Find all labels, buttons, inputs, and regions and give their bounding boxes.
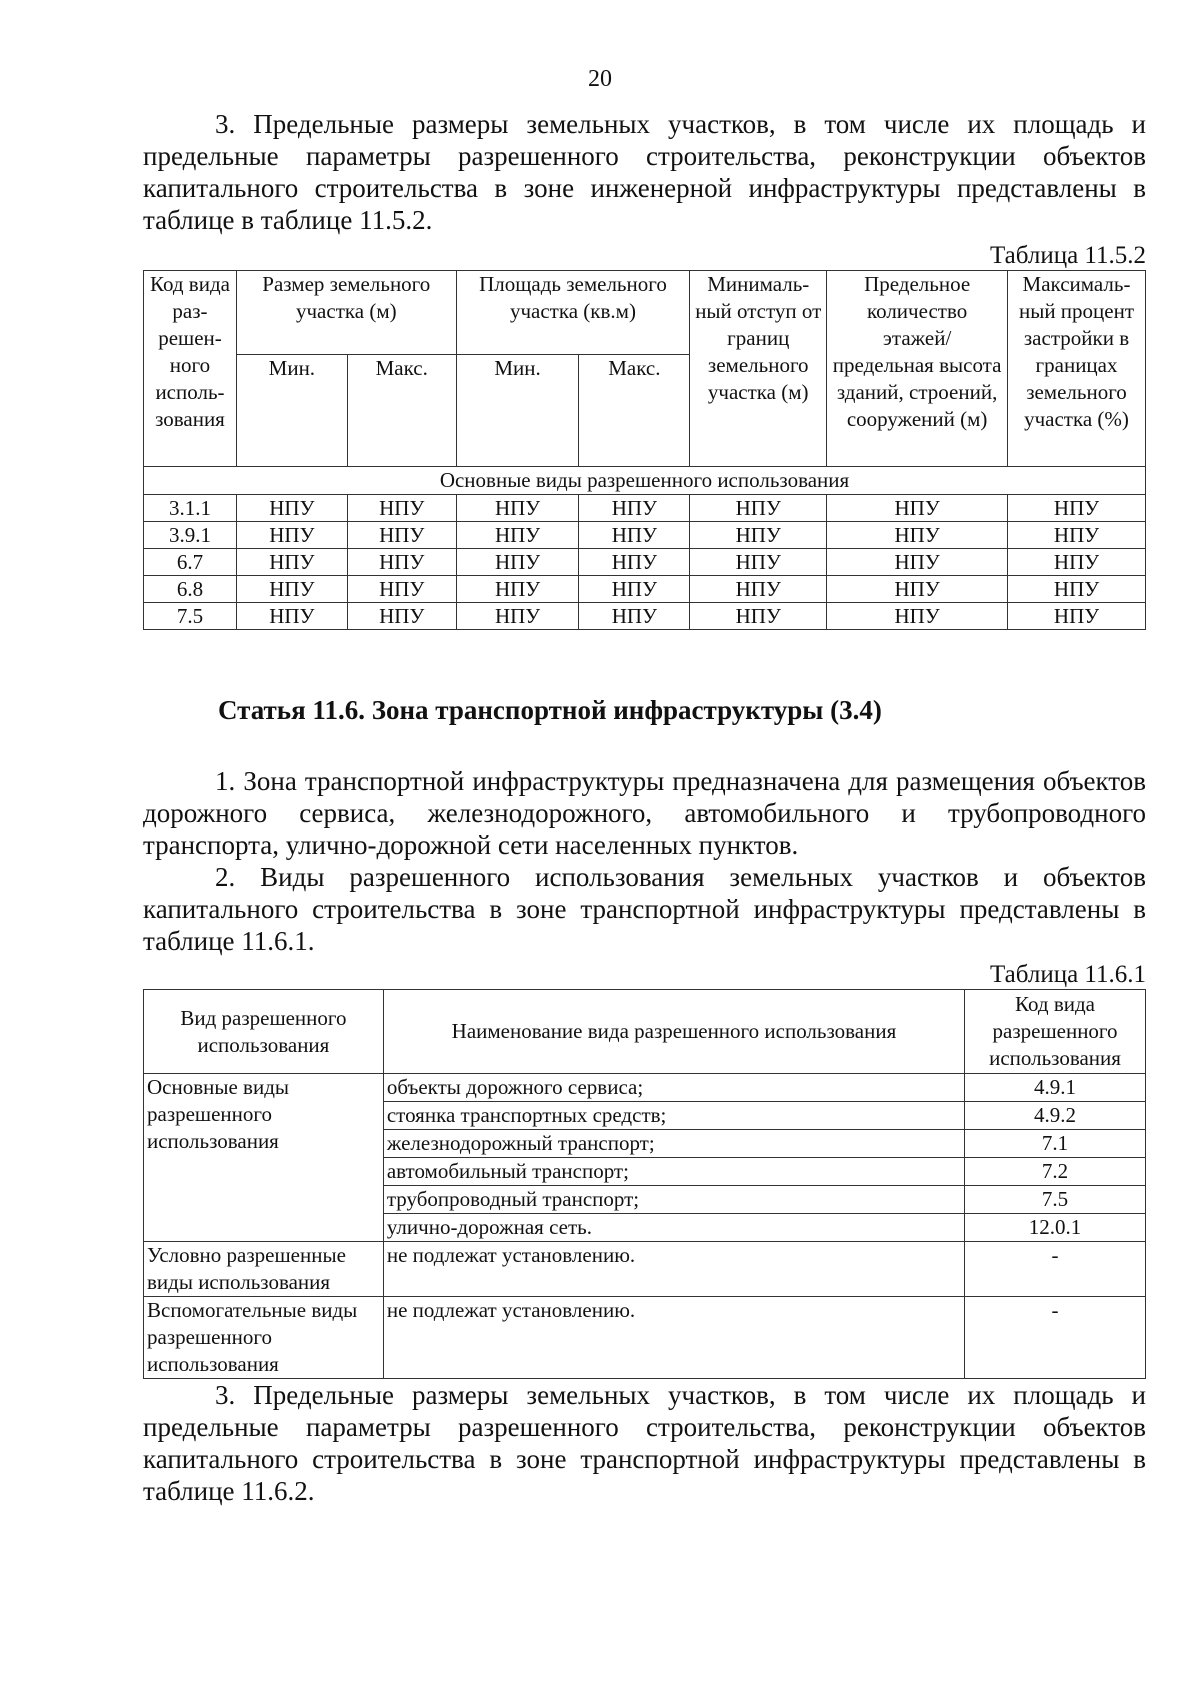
table-11-5-2-caption: Таблица 11.5.2: [990, 242, 1146, 269]
cell-value: НПУ: [690, 522, 827, 549]
cell-value: НПУ: [456, 522, 579, 549]
table-row: [144, 1074, 1146, 1102]
cell-value: НПУ: [1008, 522, 1146, 549]
cell-value: НПУ: [236, 576, 347, 603]
header-plot-area: Площадь земельного участка (кв.м): [456, 271, 690, 355]
cell-code: -: [965, 1242, 1146, 1297]
cell-value: НПУ: [347, 495, 456, 522]
cell-code: 3.1.1: [144, 495, 237, 522]
cell-value: НПУ: [1008, 549, 1146, 576]
header-code: Код вида раз-решен-ного исполь-зования: [144, 271, 237, 467]
header-size-min: Мин.: [236, 355, 347, 467]
table-row: [144, 1242, 1146, 1297]
cell-code: 6.7: [144, 549, 237, 576]
cell-value: НПУ: [236, 603, 347, 630]
cell-value: НПУ: [347, 576, 456, 603]
page-number: 20: [588, 66, 612, 92]
article-116-paragraph-2: 2. Виды разрешенного использования земельных участков и объектов капитального строительства в зоне транспортной инфраструктуры представлены в таблице 11.6.1.: [143, 862, 1146, 956]
article-116-block: [143, 694, 1146, 726]
cell-value: НПУ: [579, 603, 690, 630]
section-115-block: [143, 108, 1146, 630]
section-115-paragraph-3: 3. Предельные размеры земельных участков, в том числе их площадь и предельные параметры разрешенного строительства, реконструкции объектов капитального строительства в зоне инженерной инфраструктуры представлены в таблице в таблице 11.5.2.: [143, 109, 1146, 235]
header-floors: Предельное количество этажей/ предельная высота зданий, строений, сооружений (м): [827, 271, 1008, 467]
cell-value: НПУ: [579, 549, 690, 576]
cell-value: НПУ: [347, 522, 456, 549]
cell-code: 3.9.1: [144, 522, 237, 549]
table-group-label: Основные виды разрешенного использования: [144, 467, 1146, 495]
cell-value: НПУ: [236, 549, 347, 576]
table-11-6-1: [143, 989, 1146, 1379]
article-116-body: [143, 765, 1146, 1507]
cell-code: 4.9.1: [965, 1074, 1146, 1102]
cell-value: НПУ: [456, 603, 579, 630]
cell-value: НПУ: [690, 549, 827, 576]
header-name: Наименование вида разрешенного использования: [383, 990, 964, 1074]
cell-code: 12.0.1: [965, 1214, 1146, 1242]
cell-name: автомобильный транспорт;: [383, 1158, 964, 1186]
cell-value: НПУ: [690, 603, 827, 630]
cell-kind: Условно разрешенные виды использования: [144, 1242, 384, 1297]
table-11-6-1-caption: Таблица 11.6.1: [990, 961, 1146, 988]
header-code-116: Код вида разрешенного использования: [965, 990, 1146, 1074]
table-row: [144, 576, 1146, 603]
cell-value: НПУ: [1008, 495, 1146, 522]
cell-value: НПУ: [690, 495, 827, 522]
header-area-max: Макс.: [579, 355, 690, 467]
cell-value: НПУ: [347, 549, 456, 576]
header-coverage: Максималь-ный процент застройки в границах земельного участка (%): [1008, 271, 1146, 467]
header-kind: Вид разрешенного использования: [144, 990, 384, 1074]
header-area-min: Мин.: [456, 355, 579, 467]
cell-code: 4.9.2: [965, 1102, 1146, 1130]
cell-name: объекты дорожного сервиса;: [383, 1074, 964, 1102]
cell-value: НПУ: [827, 495, 1008, 522]
cell-value: НПУ: [827, 576, 1008, 603]
cell-code: -: [965, 1297, 1146, 1379]
cell-value: НПУ: [347, 603, 456, 630]
cell-kind: Вспомогательные виды разрешенного использования: [144, 1297, 384, 1379]
cell-value: НПУ: [579, 495, 690, 522]
cell-value: НПУ: [827, 603, 1008, 630]
cell-value: НПУ: [1008, 576, 1146, 603]
article-heading: Статья 11.6. Зона транспортной инфраструктуры (3.4): [218, 695, 882, 725]
cell-value: НПУ: [827, 522, 1008, 549]
header-min-offset: Минималь-ный отступ от границ земельного участка (м): [690, 271, 827, 467]
cell-value: НПУ: [456, 576, 579, 603]
header-size-max: Макс.: [347, 355, 456, 467]
cell-name: стоянка транспортных средств;: [383, 1102, 964, 1130]
cell-name: трубопроводный транспорт;: [383, 1186, 964, 1214]
table-row: [144, 603, 1146, 630]
cell-code: 7.2: [965, 1158, 1146, 1186]
cell-value: НПУ: [579, 522, 690, 549]
article-116-paragraph-3: 3. Предельные размеры земельных участков, в том числе их площадь и предельные параметры разрешенного строительства, реконструкции объектов капитального строительства в зоне транспортной инфраструктуры представлены в таблице 11.6.2.: [143, 1380, 1146, 1506]
cell-value: НПУ: [236, 522, 347, 549]
cell-name: не подлежат установлению.: [383, 1297, 964, 1379]
cell-code: 7.5: [965, 1186, 1146, 1214]
table-11-6-1-body: [144, 1074, 1146, 1379]
table-row: [144, 495, 1146, 522]
cell-value: НПУ: [456, 495, 579, 522]
cell-value: НПУ: [690, 576, 827, 603]
table-row: [144, 1297, 1146, 1379]
cell-code: 6.8: [144, 576, 237, 603]
table-11-5-2-body: [144, 495, 1146, 630]
cell-name: железнодорожный транспорт;: [383, 1130, 964, 1158]
cell-value: НПУ: [827, 549, 1008, 576]
cell-value: НПУ: [236, 495, 347, 522]
table-row: [144, 522, 1146, 549]
header-plot-size: Размер земельного участка (м): [236, 271, 456, 355]
table-row: [144, 549, 1146, 576]
cell-name: не подлежат установлению.: [383, 1242, 964, 1297]
cell-name: улично-дорожная сеть.: [383, 1214, 964, 1242]
cell-kind: Основные виды разрешенного использования: [144, 1074, 384, 1242]
cell-code: 7.1: [965, 1130, 1146, 1158]
cell-value: НПУ: [1008, 603, 1146, 630]
cell-value: НПУ: [579, 576, 690, 603]
cell-code: 7.5: [144, 603, 237, 630]
article-116-paragraph-1: 1. Зона транспортной инфраструктуры предназначена для размещения объектов дорожного сервиса, железнодорожного, автомобильного и трубопроводного транспорта, улично-дорожной сети населенных пунктов.: [143, 766, 1146, 860]
cell-value: НПУ: [456, 549, 579, 576]
table-11-5-2: [143, 270, 1146, 630]
